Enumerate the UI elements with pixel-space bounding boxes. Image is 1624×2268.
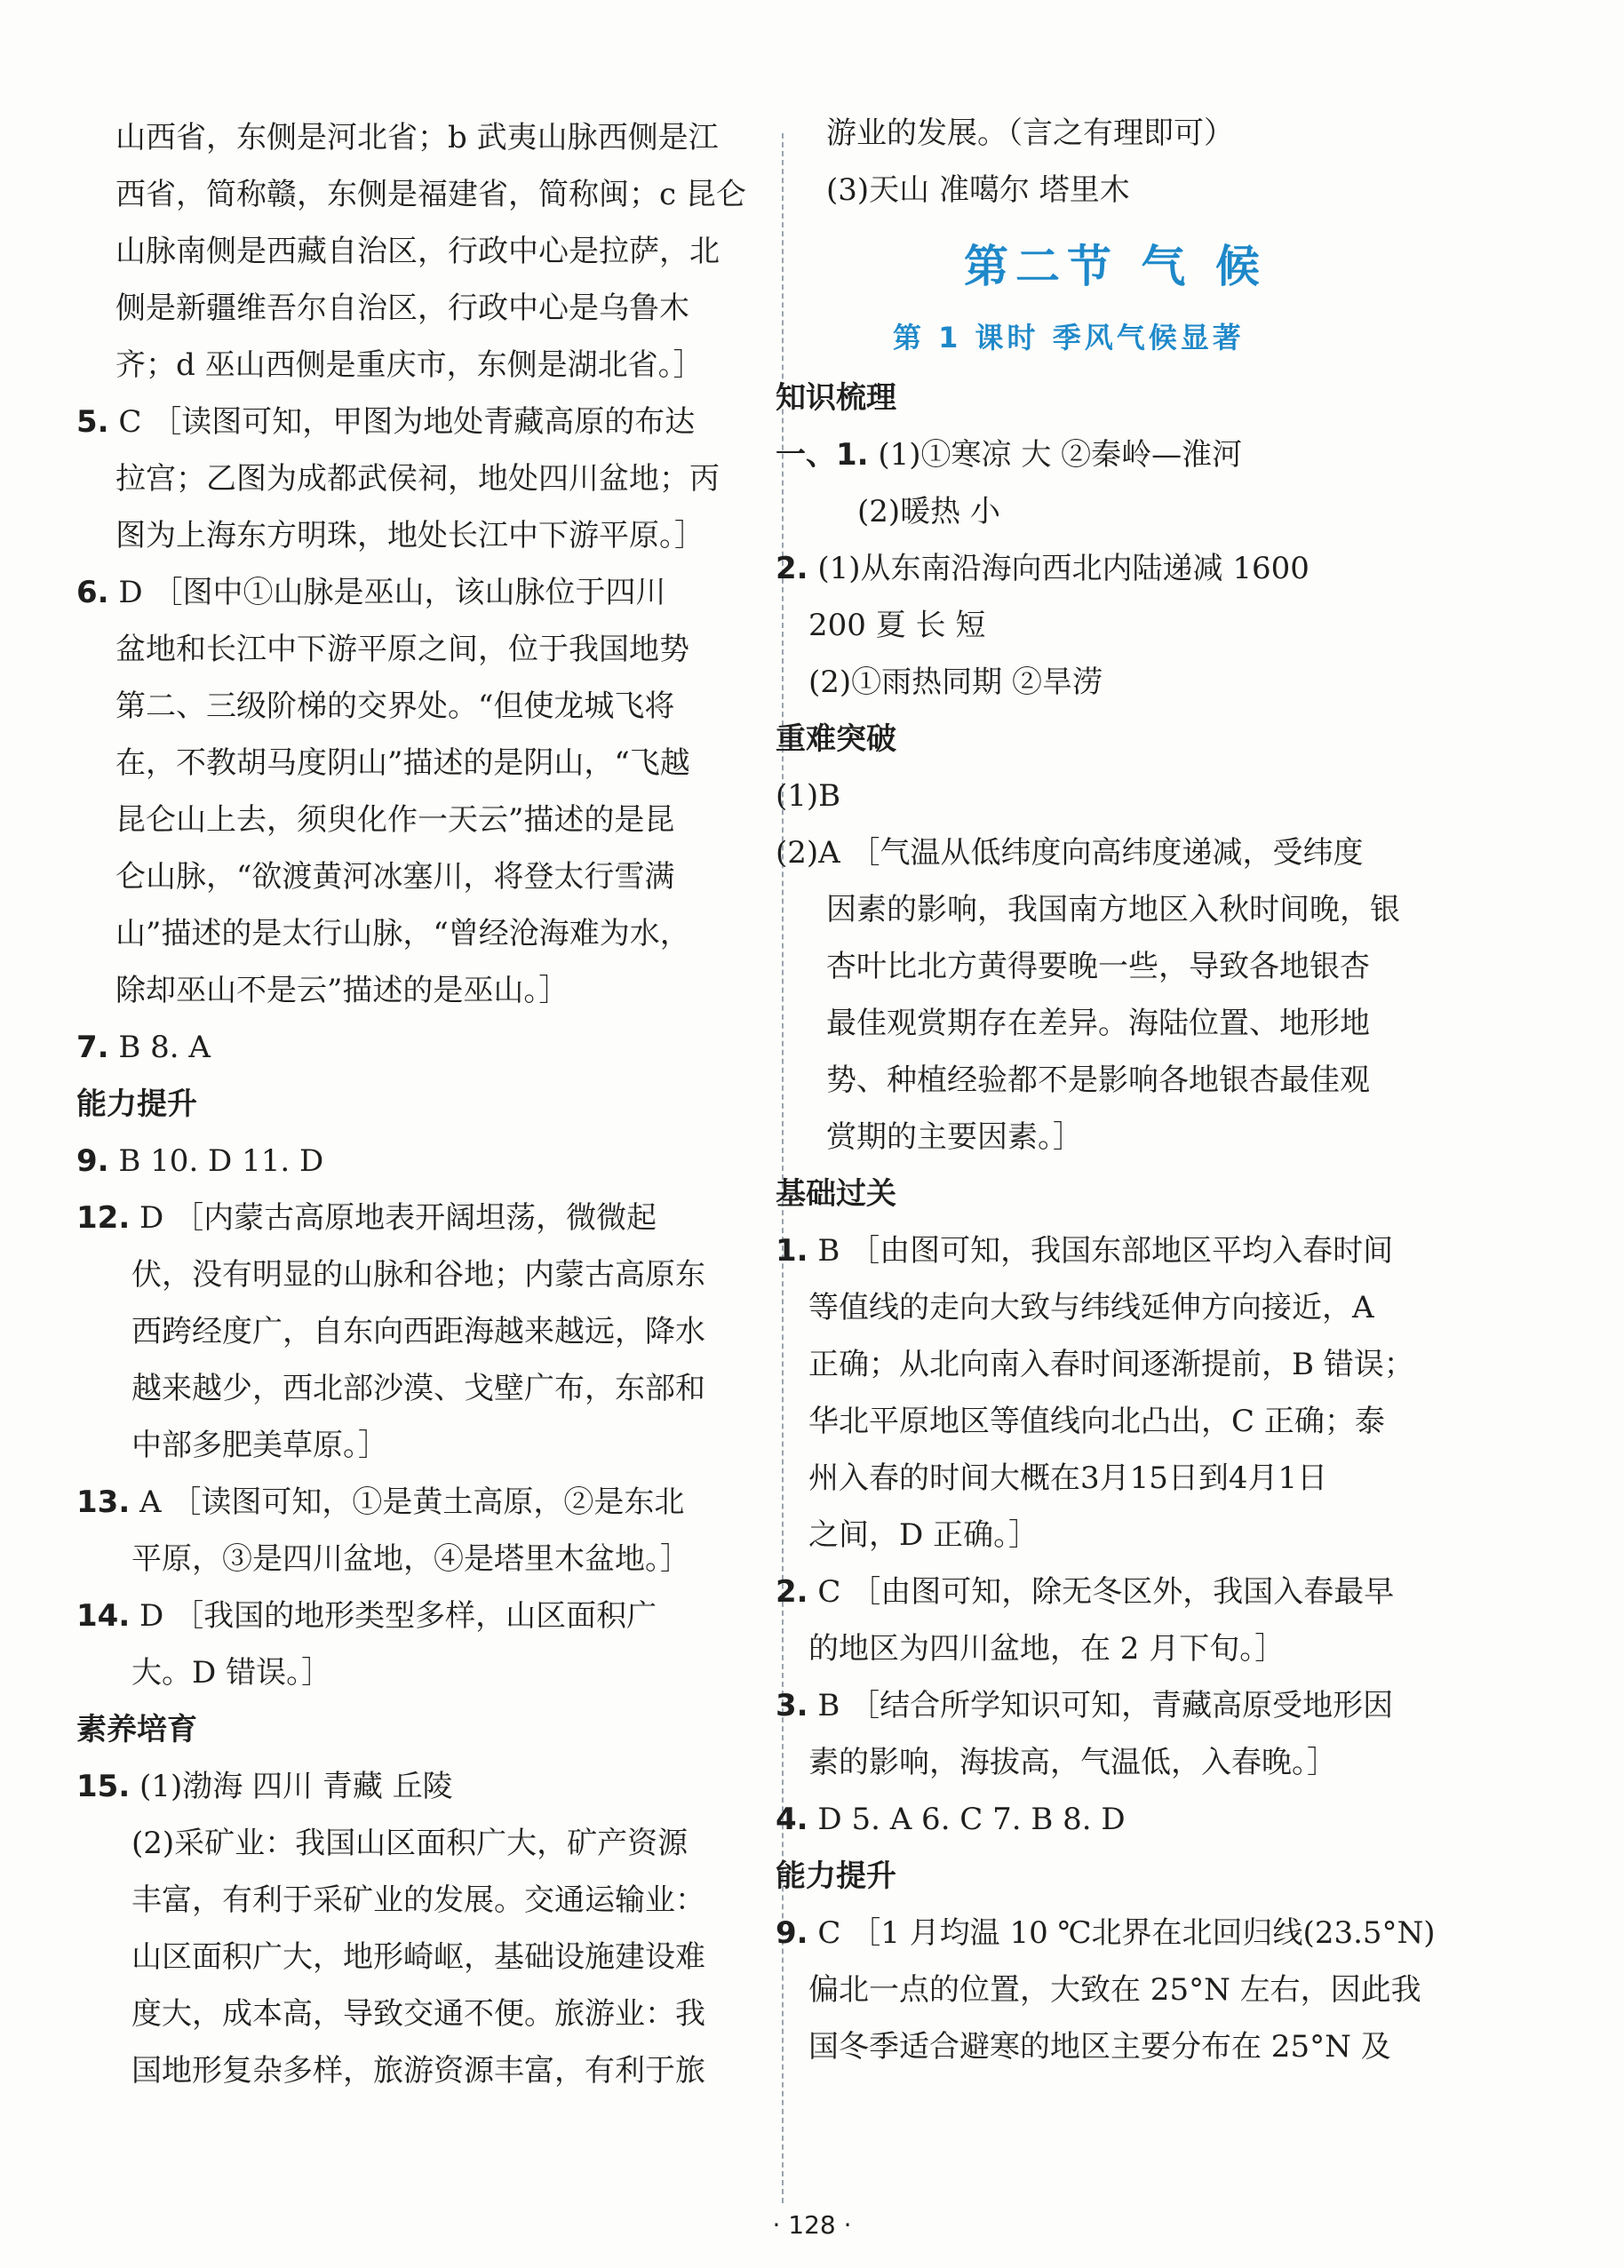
text-line (76, 404, 695, 440)
text-line: 州入春的时间大概在3月15日到4月1日 (808, 1460, 1328, 1496)
answer-text: D ［图中①山脉是巫山，该山脉位于四川 (108, 575, 666, 610)
text-line: 的地区为四川盆地，在 2 月下旬。］ (808, 1631, 1286, 1667)
text-line: 盆地和长江中下游平原之间，位于我国地势 (115, 632, 689, 667)
question-number: 6. (76, 575, 109, 610)
text-line: 素的影响，海拔高，气温低，入春晚。］ (808, 1745, 1337, 1780)
answer-text: B ［由图可知，我国东部地区平均入春时间 (808, 1233, 1394, 1269)
question-number: 9. (76, 1143, 109, 1179)
text-line (76, 1030, 211, 1065)
text-line: 大。D 错误。］ (131, 1655, 332, 1691)
text-line: 拉宫；乙图为成都武侯祠，地处四川盆地；丙 (115, 461, 720, 497)
lesson-title: 第 1 课时 季风气候显著 (893, 321, 1245, 354)
answer-text: B 10. D 11. D (108, 1143, 324, 1179)
text-line: 杏叶比北方黄得要晚一些，导致各地银杏 (826, 949, 1370, 984)
question-number: 9. (776, 1915, 808, 1951)
text-line (76, 1769, 453, 1804)
text-line (76, 1598, 657, 1634)
answer-text: D ［内蒙古高原地表开阔坦荡，微微起 (130, 1200, 657, 1236)
text-line: 赏期的主要因素。］ (826, 1119, 1083, 1155)
text-line: 华北平原地区等值线向北凸出，C 正确；泰 (808, 1404, 1385, 1439)
question-number: 1. (776, 1233, 808, 1269)
answer-text: C ［由图可知，除无冬区外，我国入春最早 (808, 1574, 1395, 1610)
text-line: 仑山脉，“欲渡黄河冰塞川，将登太行雪满 (115, 859, 675, 895)
text-line: 因素的影响，我国南方地区入秋时间晚，银 (826, 892, 1400, 927)
page-number: · 128 · (772, 2210, 852, 2240)
text-line: 偏北一点的位置，大致在 25°N 左右，因此我 (808, 1972, 1421, 2008)
text-line (76, 1143, 323, 1179)
text-line (776, 1802, 1126, 1837)
chapter-title: 第二节 气 候 (964, 240, 1267, 292)
text-line: 西跨经度广，自东向西距海越来越远，降水 (131, 1314, 705, 1349)
text-line (76, 1200, 657, 1236)
answer-text: C ［1 月均温 10 ℃北界在北回归线(23.5°N) (808, 1915, 1436, 1951)
text-line (76, 1484, 684, 1520)
text-line: 图为上海东方明珠，地处长江中下游平原。］ (115, 518, 705, 553)
text-line: 越来越少，西北部沙漠、戈壁广布，东部和 (131, 1371, 705, 1406)
text-line (776, 551, 1310, 586)
answer-text: D 5. A 6. C 7. B 8. D (808, 1802, 1126, 1837)
text-line: 侧是新疆维吾尔自治区，行政中心是乌鲁木 (115, 290, 689, 326)
text-line: 昆仑山上去，须臾化作一天云”描述的是昆 (115, 802, 675, 838)
question-number: 15. (76, 1769, 131, 1804)
text-line: 山区面积广大，地形崎岖，基础设施建设难 (131, 1939, 705, 1975)
question-number: 2. (776, 1574, 808, 1610)
text-line: 齐；d 巫山西侧是重庆市，东侧是湖北省。］ (115, 347, 704, 383)
section-heading: 能力提升 (76, 1086, 197, 1122)
question-number: 7. (76, 1030, 109, 1065)
text-line: 度大，成本高，导致交通不便。旅游业：我 (131, 1996, 705, 2032)
text-line: (2)采矿业：我国山区面积广大，矿产资源 (131, 1826, 689, 1861)
question-number: 2. (776, 551, 808, 586)
text-line: 正确；从北向南入春时间逐渐提前，B 错误； (808, 1347, 1414, 1382)
section-heading: 能力提升 (776, 1858, 896, 1894)
question-number: 12. (76, 1200, 131, 1236)
section-heading: 素养培育 (76, 1712, 197, 1747)
text-line (776, 1233, 1393, 1269)
text-line (776, 1574, 1394, 1610)
question-number: 5. (76, 404, 109, 440)
question-number: 13. (76, 1484, 131, 1520)
text-line (76, 575, 665, 610)
answer-text: B 8. A (108, 1030, 211, 1065)
answer-text: (1)从东南沿海向西北内陆递减 1600 (808, 551, 1310, 586)
section-heading: 基础过关 (776, 1176, 896, 1212)
text-line: (2)暖热 小 (857, 494, 1000, 529)
text-line (776, 1688, 1393, 1723)
text-line: (3)天山 准噶尔 塔里木 (826, 172, 1130, 208)
answer-text: A ［读图可知，①是黄土高原，②是东北 (130, 1484, 685, 1520)
text-line: 中部多肥美草原。］ (131, 1428, 388, 1463)
text-line: 国冬季适合避寒的地区主要分布在 25°N 及 (808, 2029, 1391, 2065)
text-line: (2)A ［气温从低纬度向高纬度递减，受纬度 (776, 835, 1364, 871)
text-line: 平原，③是四川盆地，④是塔里木盆地。］ (131, 1541, 690, 1577)
text-line: 国地形复杂多样，旅游资源丰富，有利于旅 (131, 2053, 705, 2089)
text-line: 山”描述的是太行山脉，“曾经沧海难为水， (115, 916, 690, 951)
text-line: 之间，D 正确。］ (808, 1517, 1039, 1553)
question-number: 4. (776, 1802, 808, 1837)
text-line: 游业的发展。（言之有理即可） (826, 115, 1234, 151)
text-line: 西省，简称赣，东侧是福建省，简称闽；c 昆仑 (115, 177, 746, 212)
answer-text: C ［读图可知，甲图为地处青藏高原的布达 (108, 404, 696, 440)
text-line: 200 夏 长 短 (808, 608, 986, 643)
text-line (776, 1915, 1436, 1951)
text-line: 除却巫山不是云”描述的是巫山。］ (115, 973, 569, 1008)
text-line: 丰富，有利于采矿业的发展。交通运输业： (131, 1882, 705, 1918)
text-line: 山脉南侧是西藏自治区，行政中心是拉萨，北 (115, 234, 720, 269)
answer-text: (1)渤海 四川 青藏 丘陵 (130, 1769, 453, 1804)
answer-text: B ［结合所学知识可知，青藏高原受地形因 (808, 1688, 1394, 1723)
answer-text: D ［我国的地形类型多样，山区面积广 (130, 1598, 657, 1634)
text-line: (1)B (776, 778, 841, 814)
text-line: 伏，没有明显的山脉和谷地；内蒙古高原东 (131, 1257, 705, 1293)
text-line (776, 437, 1242, 473)
text-line: 最佳观赏期存在差异。海陆位置、地形地 (826, 1006, 1370, 1041)
section-heading: 知识梳理 (776, 380, 896, 416)
answer-text: (1)①寒凉 大 ②秦岭—淮河 (868, 437, 1243, 473)
text-line: 山西省，东侧是河北省；b 武夷山脉西侧是江 (115, 120, 719, 155)
question-number: 一、1. (776, 437, 869, 473)
text-line: 势、种植经验都不是影响各地银杏最佳观 (826, 1062, 1370, 1098)
question-number: 14. (76, 1598, 131, 1634)
question-number: 3. (776, 1688, 808, 1723)
text-line: 在，不教胡马度阴山”描述的是阴山，“飞越 (115, 745, 690, 781)
text-line: 第二、三级阶梯的交界处。“但使龙城飞将 (115, 688, 675, 724)
section-heading: 重难突破 (776, 721, 896, 757)
text-line: 等值线的走向大致与纬线延伸方向接近，A (808, 1290, 1374, 1325)
text-line: (2)①雨热同期 ②旱涝 (808, 664, 1103, 700)
